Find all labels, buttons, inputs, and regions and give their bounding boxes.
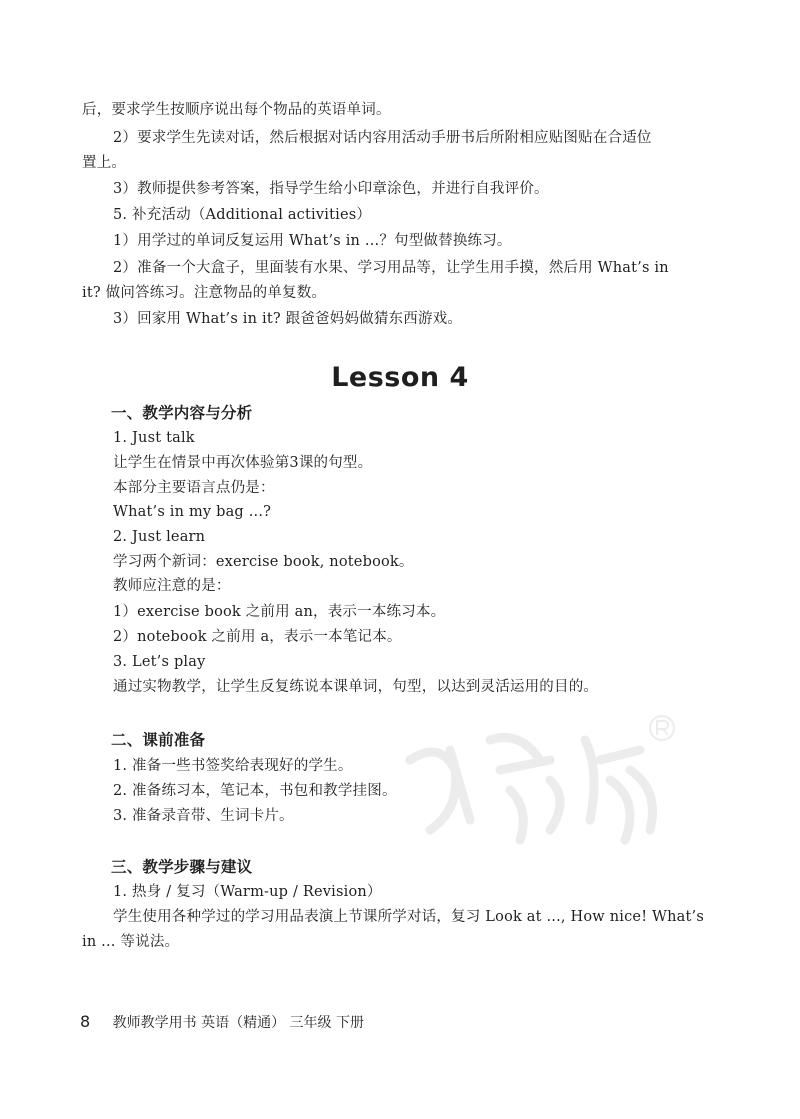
- paragraph-line: 3. Let’s play: [113, 654, 206, 670]
- paragraph-line: 3）教师提供参考答案，指导学生给小印章涂色，并进行自我评价。: [113, 181, 549, 197]
- paragraph-line: 1. 准备一些书签奖给表现好的学生。: [113, 758, 353, 774]
- paragraph-line: 3. 准备录音带、生词卡片。: [113, 808, 294, 824]
- paragraph-line: 3）回家用 What’s in it? 跟爸爸妈妈做猜东西游戏。: [113, 311, 463, 327]
- paragraph-line: 学生使用各种学过的学习用品表演上节课所学对话，复习 Look at ..., How nice! What’s: [113, 909, 704, 925]
- paragraph-line: 置上。: [82, 155, 127, 171]
- paragraph-line: 1）exercise book 之前用 an，表示一本练习本。: [113, 604, 446, 620]
- lesson-title: Lesson 4: [331, 362, 469, 393]
- footer-text: 教师教学用书 英语（精通） 三年级 下册: [112, 1015, 364, 1031]
- paragraph-line: 2）要求学生先读对话，然后根据对话内容用活动手册书后所附相应贴图贴在合适位: [113, 130, 652, 146]
- paragraph-line: 本部分主要语言点仍是：: [113, 480, 275, 496]
- paragraph-line: What’s in my bag ...?: [113, 504, 272, 520]
- page-number: 8: [80, 1012, 91, 1031]
- paragraph-line: 2. 准备练习本，笔记本，书包和教学挂图。: [113, 783, 397, 799]
- section-heading: 三、教学步骤与建议: [111, 858, 253, 876]
- publisher-logo-watermark-icon: [400, 700, 680, 860]
- paragraph-line: 2）notebook 之前用 a，表示一本笔记本。: [113, 629, 402, 645]
- paragraph-line: 让学生在情景中再次体验第3课的句型。: [113, 455, 373, 471]
- paragraph-line: 教师应注意的是：: [113, 578, 231, 594]
- paragraph-line: 2）准备一个大盒子，里面装有水果、学习用品等，让学生用手摸，然后用 What’s in: [113, 260, 669, 276]
- paragraph-line: 5. 补充活动（Additional activities）: [113, 207, 372, 223]
- section-heading: 二、课前准备: [111, 731, 206, 749]
- paragraph-line: 学习两个新词：exercise book, notebook。: [113, 554, 414, 570]
- page-footer: [80, 1012, 364, 1032]
- paragraph-line: in ... 等说法。: [82, 934, 180, 950]
- paragraph-line: 1. 热身 / 复习（Warm-up / Revision）: [113, 884, 382, 900]
- paragraph-line: 通过实物教学，让学生反复练说本课单词，句型，以达到灵活运用的目的。: [113, 679, 599, 695]
- paragraph-line: 2. Just learn: [113, 529, 206, 545]
- paragraph-line: 1）用学过的单词反复运用 What’s in ...？句型做替换练习。: [113, 233, 512, 249]
- section-heading: 一、教学内容与分析: [111, 404, 253, 422]
- paragraph-line: it? 做问答练习。注意物品的单复数。: [82, 285, 327, 301]
- paragraph-line: 1. Just talk: [113, 430, 195, 446]
- paragraph-line: 后，要求学生按顺序说出每个物品的英语单词。: [82, 102, 391, 118]
